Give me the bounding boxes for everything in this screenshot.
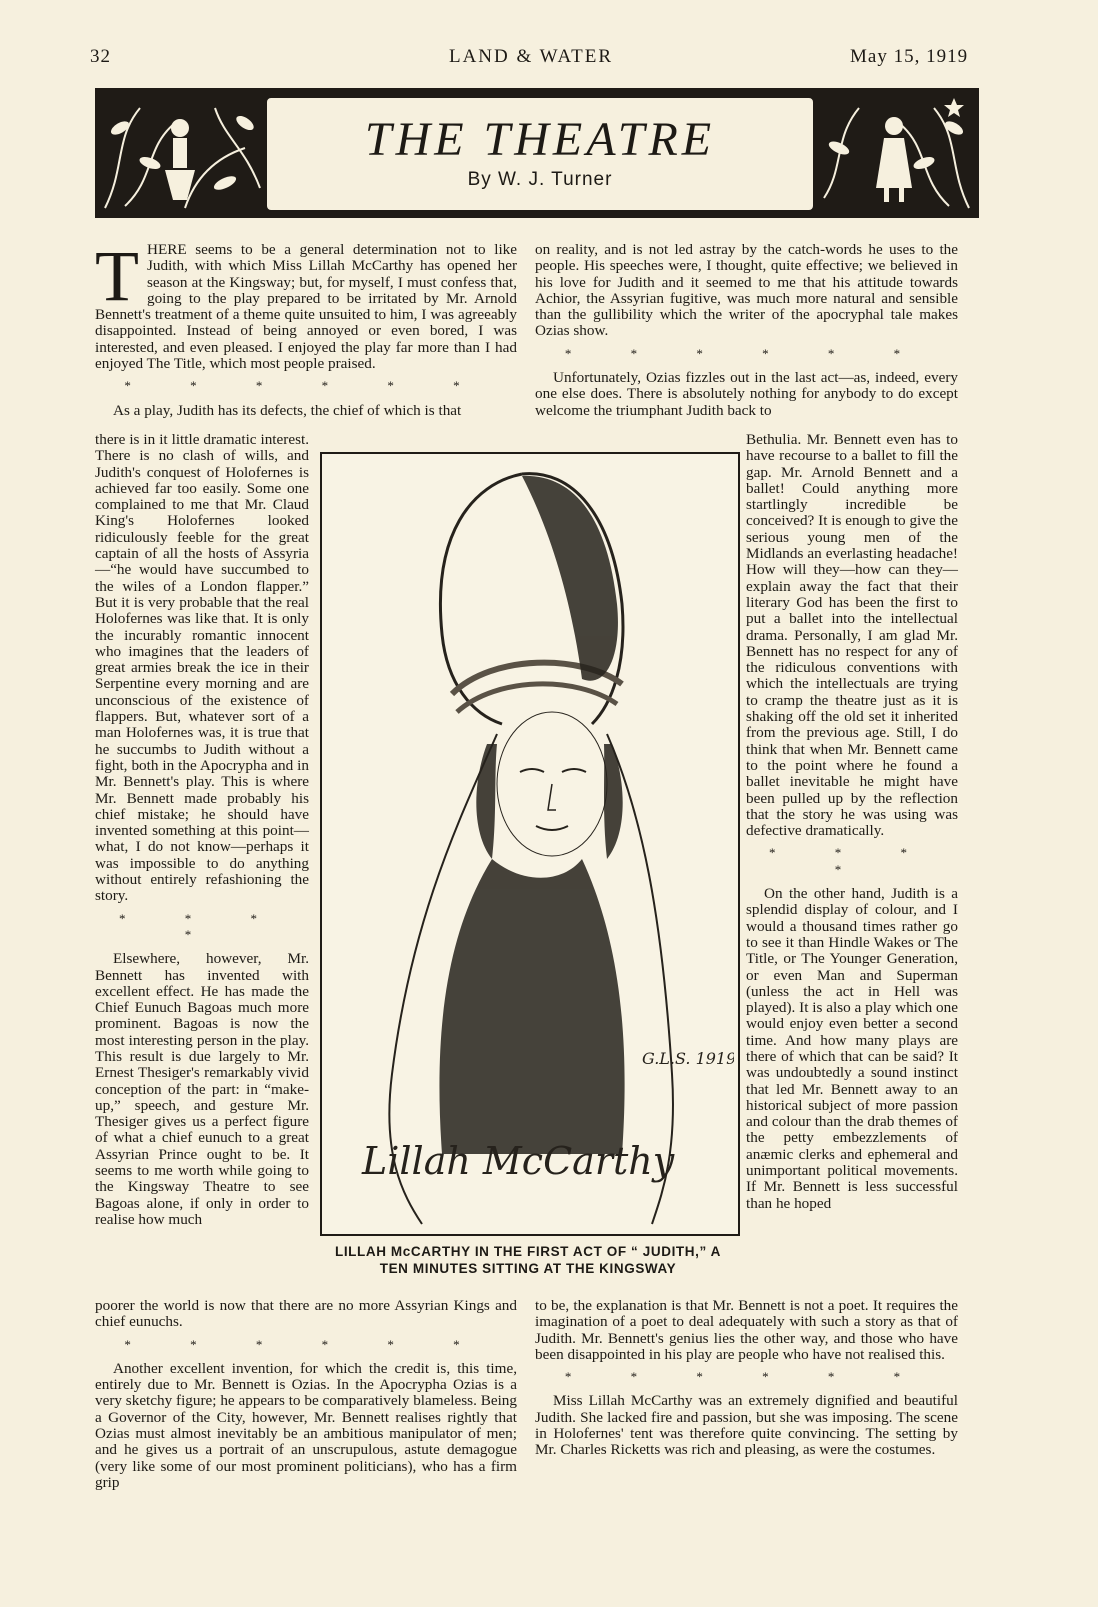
journal-title: LAND & WATER [448,46,614,67]
banner-scroll [265,96,815,212]
page-number: 32 [90,46,111,67]
section-title: THE THEATRE [364,113,716,166]
portrait-sketch-icon [322,454,734,1230]
ozias-paragraph: Another excellent invention, for which the credit is, this time, entirely due to Mr. Bennett is Ozias. In the Apocrypha Ozias is a very sketchy figure; he appears to be comparatively blameless. Being a Governor of the City, however, Mr. Bennett realises rightly that Ozias must almost inevitably be an ambitious manipulator of men; and he gives us a portrait of an unscrupulous, astute demagogue (very like some of our most prominent politicians), who has a firm grip [95,1359,517,1491]
play-defects-lead: As a play, Judith has its defects, the chief of which is that [113,401,462,419]
left-ornament-icon [95,88,270,218]
signature-text: Lillah McCarthy [362,1139,675,1183]
bottom-left-block [95,1298,517,1491]
section-break: * * * * * * [564,1369,929,1385]
last-act-body: Bethulia. Mr. Bennett even has to have recourse to a ballet to fill the gap. Mr. Arnold Bennett and a ballet! Could anything more startlingly incredible be conceived? It is enough to give the serious young men of the Midlands an everlasting headache! How will they—how can they—explain away the fact that their literary God has been the first to put a ballet into the intellectual drama. Personally, I am glad Mr. Bennett has no respect for any of the ridiculous conventions with which the intellectuals are trying to cramp the theatre just as it is shaking off the old set it inherited from the previous age. Still, I do think that when Mr. Bennett came to the point where he found a ballet inevitable he might have been pulled up by the reflection that the story he was using was defective dramatically. [746,431,958,840]
final-paragraph: Miss Lillah McCarthy was an extremely dignified and beautiful Judith. She lacked fire and passion, but she was imposing. The scene in Holofernes' tent was therefore quite convincing. The setting by Mr. Charles Ricketts was rich and pleasing, as were the costumes. [535,1392,958,1459]
issue-date: May 15, 1919 [850,46,969,67]
intro-block [95,236,517,419]
colour-tail: to be, the explanation is that Mr. Bennett is not a poet. It requires the imagination of a poet to deal adequately with such a story as that of Judith. Mr. Bennett's genius lies the other way, and those who have been disappointed in his play are people who have not realised this. [535,1297,958,1363]
ozias-continued: on reality, and is not led astray by the catch-words he uses to the people. His speeches were, I thought, quite effective; we believed in his love for Judith and it seemed to me that his attitude towards Achior, the Assyrian fugitive, was much more natural and sensible than the gullibility which the writer of the apocryphal tale makes Ozias show. [535,241,958,340]
section-break: * * * * * * [124,1336,488,1352]
bagoas-tail: poorer the world is now that there are no more Assyrian Kings and chief eunuchs. [95,1297,517,1331]
drop-cap: T [95,236,139,316]
section-break: * * * * [119,910,285,942]
artist-mark: G.L.S. 1919 [642,1049,734,1068]
colour-paragraph: On the other hand, Judith is a splendid display of colour, and I would a thousand times rather go to see it than Hindle Wakes or The Title, or The Younger Generation, or even Man and Superman (unless the act in Hell was played). It is also a play which one would enjoy even better a second time. And how many plays are there of which that can be said? It was undoubtedly a sound instinct that led Mr. Bennett away to an historical subject of more passion and colour than the drab themes of the petty embezzlements of anæmic clerks and ephemeral and unimportant political movements. If Mr. Bennett is less successful than he hoped [746,885,958,1212]
section-break: * * * * * * [124,378,488,394]
right-top-block [535,242,958,419]
intro-paragraph: HERE seems to be a general determination not to like Judith, with which Miss Lillah McCarthy has opened her season at the Kingsway; but, for myself, I must confess that, going to the play prepared to be irritated by Mr. Arnold Bennett's treatment of a theme quite unsuited to him, I was agreeably disappointed. Instead of being annoyed or even bored, I was interested, and even pleased. I enjoyed the play far more than I had enjoyed The Title, which most people praised. [95,241,517,373]
byline: By W. J. Turner [467,169,613,190]
section-banner [95,88,979,218]
play-defects-body: there is in it little dramatic interest. There is no clash of wills, and Judith's conquest of Holofernes is achieved far too easily. Some one complained to me that Mr. Claud King's Holofernes looked ridiculously feeble for the great captain of all the hosts of Assyria—“he would have succumbed to the wiles of a London flapper.” But it is very probable that the real Holofernes was like that. It is only the incurably romantic innocent who imagines that the leaders of great armies break the ice in their Serpentine every morning and are unconscious of the existence of flappers. But, whatever sort of a man Holofernes was, it is true that he succumbs to Judith without a fight, both in the Apocrypha and in Mr. Bennett's play. This is where Mr. Bennett made probably his chief mistake; he should have invented something at this point—what, I do not know—perhaps it was impossible to do anything without entirely refashioning the story. [95,431,309,905]
section-break: * * * * [769,845,935,877]
section-break: * * * * * * [564,345,929,361]
illustration-caption: LILLAH McCARTHY IN THE FIRST ACT OF “ JUDITH,” A TEN MINUTES SITTING AT THE KINGSWAY [334,1244,722,1276]
bagoas-paragraph: Elsewhere, however, Mr. Bennett has invented with excellent effect. He has made the Chief Eunuch Bagoas much more prominent. Bagoas is now the most interesting person in the play. This result is due largely to Mr. Ernest Thesiger's remarkably vivid conception of the part: in “make-up,” speech, and gesture Mr. Thesiger gives us a perfect figure of what a chief eunuch to a great Assyrian Prince ought to be. It seems to me worth while going to the Kingsway Theatre to see Bagoas alone, if only in order to realise how much [95,950,309,1228]
portrait-illustration [320,452,740,1236]
last-act-lead: Unfortunately, Ozias fizzles out in the last act—as, indeed, every one else does. There is absolutely nothing for anybody to do except welcome the triumphant Judith back to [535,369,958,419]
right-ornament-icon [804,88,979,218]
bottom-right-block [535,1298,958,1459]
narrow-left-column [95,432,309,1228]
narrow-right-column [746,432,958,1212]
